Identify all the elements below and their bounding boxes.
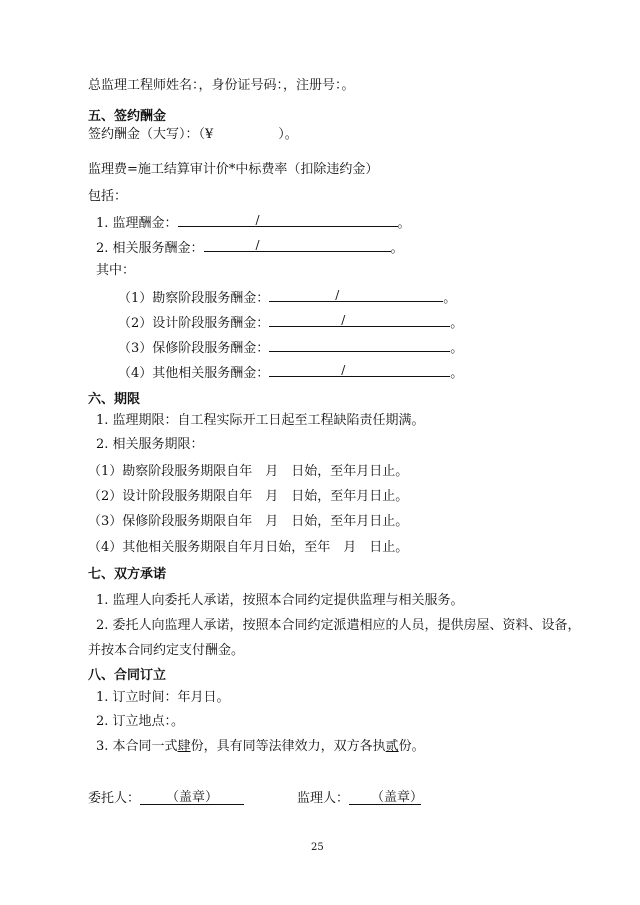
copies-clause: 3. 本合同一式肆份，具有同等法律效力，双方各执贰份。 — [96, 739, 425, 754]
fee-sub-2: （2）设计阶段服务酬金： / 。 — [118, 313, 464, 331]
section-8-title: 八、合同订立 — [88, 668, 167, 683]
term-item-2: 2. 相关服务期限： — [96, 437, 204, 452]
client-seal: （盖章） — [166, 790, 219, 805]
section-6-title: 六、期限 — [88, 392, 141, 407]
term-sub-4: （4）其他相关服务期限自年月日始，至年 月 日止。 — [88, 540, 409, 555]
promise-1: 1. 监理人向委托人承诺，按照本合同约定提供监理与相关服务。 — [96, 593, 464, 608]
term-sub-1: （1）勘察阶段服务期限自年 月 日始，至年月日止。 — [88, 464, 409, 479]
promise-2-cont: 并按本合同约定支付酬金。 — [88, 643, 245, 658]
promise-2: 2. 委托人向监理人承诺，按照本合同约定派遣相应的人员，提供房屋、资料、设备， — [96, 618, 581, 633]
client-signature: 委托人： （盖章） — [88, 791, 244, 807]
fee-sub-4: （4）其他相关服务酬金： / 。 — [118, 363, 464, 381]
contract-amount: 签约酬金（大写）：（¥ ）。 — [88, 127, 298, 142]
engineer-info: 总监理工程师姓名：，身份证号码：，注册号：。 — [88, 78, 355, 93]
fee-sub-1: （1）勘察阶段服务酬金： / 。 — [118, 288, 457, 306]
fee-formula: 监理费=施工结算审计价*中标费率（扣除违约金） — [88, 162, 379, 177]
fee-item-related: 2. 相关服务酬金： / 。 — [96, 238, 404, 256]
section-7-title: 七、双方承诺 — [88, 567, 167, 582]
include-label: 包括： — [88, 189, 128, 204]
sign-time: 1. 订立时间：年月日。 — [96, 690, 230, 705]
fee-item-supervision: 1. 监理酬金： / 。 — [96, 213, 411, 231]
sign-place: 2. 订立地点：。 — [96, 714, 185, 729]
among-label: 其中： — [96, 263, 136, 278]
fee-sub-3: （3）保修阶段服务酬金： 。 — [118, 338, 463, 357]
page-number: 25 — [311, 842, 324, 853]
term-sub-2: （2）设计阶段服务期限自年 月 日始，至年月日止。 — [88, 489, 409, 504]
section-5-title: 五、签约酬金 — [88, 109, 167, 124]
supervisor-seal: （盖章） — [371, 790, 424, 805]
supervisor-signature: 监理人： （盖章） — [297, 790, 424, 806]
term-item-1: 1. 监理期限：自工程实际开工日起至工程缺陷责任期满。 — [96, 413, 425, 428]
term-sub-3: （3）保修阶段服务期限自年 月 日始，至年月日止。 — [88, 514, 409, 529]
